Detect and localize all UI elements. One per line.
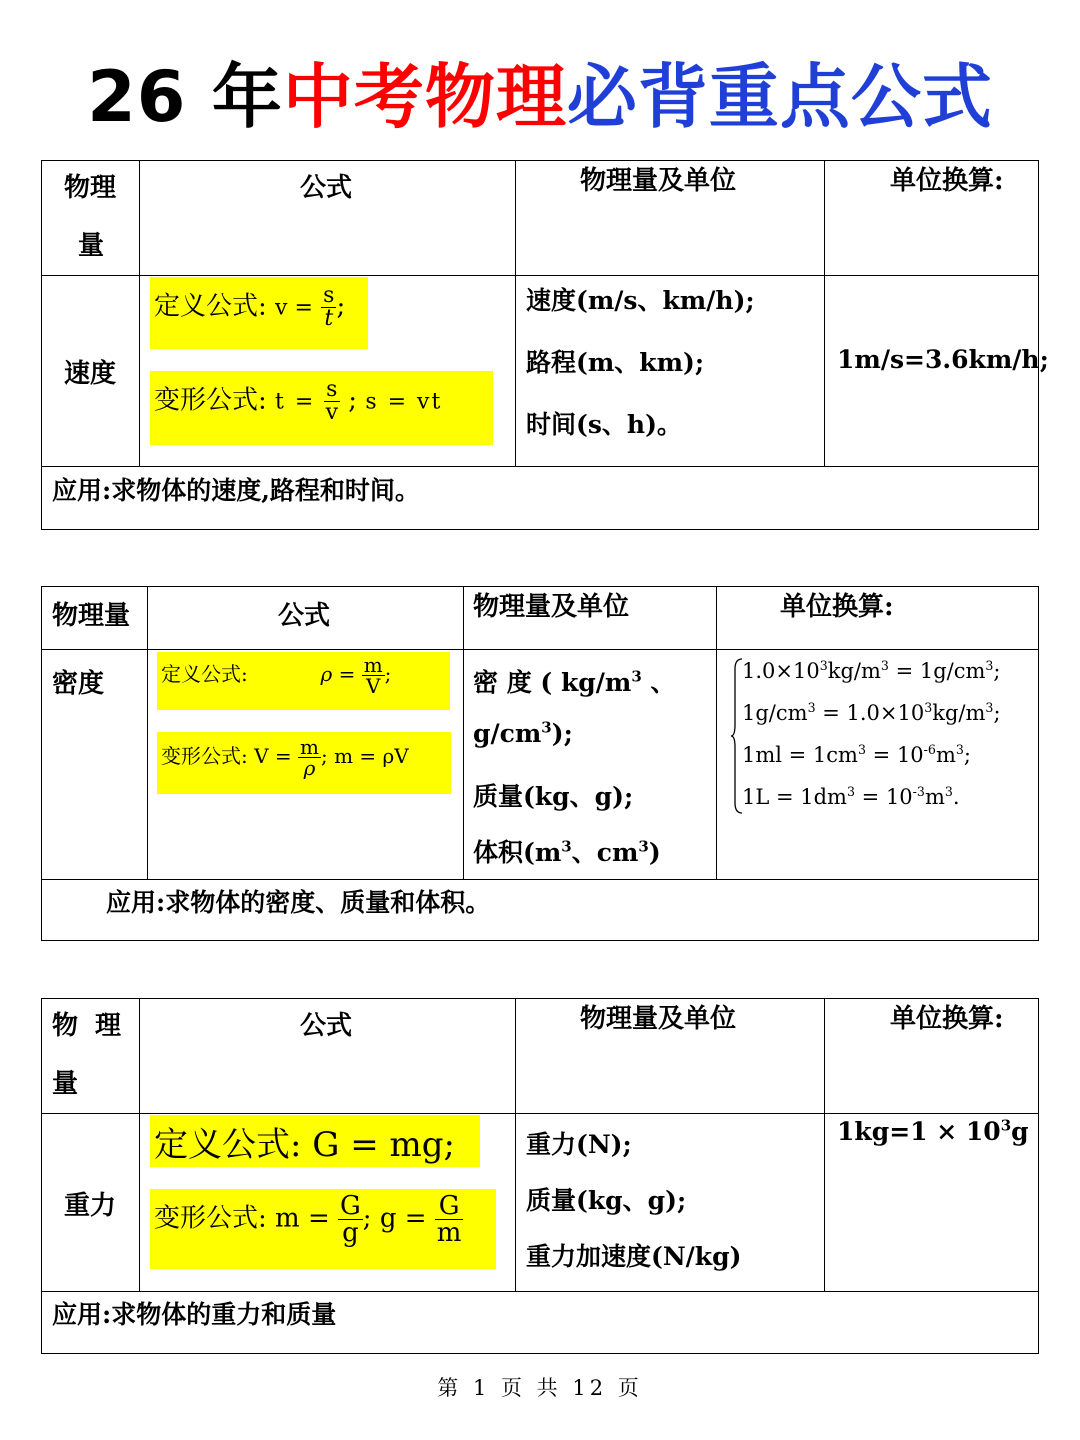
density-variant-formula: 变形公式: V = $\frac{m}{\rho}$ ; m = ρV xyxy=(161,735,409,780)
speed-unit-2: 路程(m、km); xyxy=(526,348,705,377)
speed-variant-formula: 变形公式: t = $\frac{s}{v}$ ; s = vt xyxy=(154,377,443,425)
speed-header-quantity-1: 物理 xyxy=(64,173,117,203)
density-table xyxy=(41,586,1039,941)
gravity-definition-formula: 定义公式: G = mg; xyxy=(154,1125,455,1165)
title-part-blue: 必背重点公式 xyxy=(566,56,993,138)
gravity-header-quantity-2: 量 xyxy=(52,1069,79,1099)
speed-definition-formula: 定义公式: v = $\frac{s}{t}$ ; xyxy=(154,283,346,331)
density-unit-4: 体积($m^3$、$cm^3$) xyxy=(473,837,661,867)
gravity-unit-2: 质量(kg、g); xyxy=(526,1186,687,1215)
gravity-unit-1: 重力(N); xyxy=(526,1130,632,1159)
density-conversion-3: $1ml = 1cm^3 = 10^{-6}m^3$; xyxy=(742,742,971,767)
gravity-header-units: 物理量及单位 xyxy=(580,1004,737,1034)
gravity-var-fraction-2: $\frac{G}{m}$ xyxy=(436,1191,462,1248)
title-part-year: 26 年 xyxy=(87,56,283,138)
gravity-quantity-name: 重力 xyxy=(64,1191,117,1221)
title-part-red: 中考物理 xyxy=(282,56,567,138)
gravity-application: 应用:求物体的重力和质量 xyxy=(52,1300,337,1329)
density-application: 应用:求物体的密度、质量和体积。 xyxy=(106,888,491,917)
density-header-conversion: 单位换算: xyxy=(780,592,894,622)
gravity-unit-3: 重力加速度(N/kg) xyxy=(526,1242,742,1271)
page-footer: 第 1 页 共 12 页 xyxy=(437,1376,643,1400)
density-var-fraction: $\frac{m}{\rho}$ xyxy=(300,735,319,780)
density-unit-3: 质量(kg、g); xyxy=(473,782,634,811)
gravity-var-fraction-1: $\frac{G}{g}$ xyxy=(340,1191,361,1248)
speed-header-formula: 公式 xyxy=(300,173,353,203)
density-def-fraction: $\frac{m}{V}$ xyxy=(363,653,383,698)
speed-application: 应用:求物体的速度,路程和时间。 xyxy=(52,476,420,505)
gravity-table xyxy=(41,998,1039,1354)
speed-unit-3: 时间(s、h)。 xyxy=(526,410,682,439)
density-header-quantity: 物理量 xyxy=(52,601,131,631)
density-header-formula: 公式 xyxy=(278,601,331,631)
speed-header-units: 物理量及单位 xyxy=(580,166,737,196)
speed-header-quantity-2: 量 xyxy=(78,231,105,261)
density-header-units: 物理量及单位 xyxy=(473,592,630,622)
density-unit-2: $g/cm^3$); xyxy=(473,718,573,748)
density-definition-formula: 定义公式: ρ = $\frac{m}{V}$ ; xyxy=(161,653,392,698)
page-title xyxy=(0,52,1080,142)
density-conversion-4: $1L = 1dm^3 = 10^{-3}m^3$. xyxy=(742,784,960,809)
speed-table xyxy=(41,160,1049,530)
gravity-conversion: $1kg=1 \times 10^3g$ xyxy=(837,1116,1029,1146)
speed-quantity-name: 速度 xyxy=(64,359,117,389)
density-quantity-name: 密度 xyxy=(52,669,105,699)
speed-conversion: 1m/s=3.6km/h; xyxy=(837,345,1049,374)
gravity-header-quantity-1: 物 理 xyxy=(52,1011,126,1041)
speed-def-fraction: $\frac{s}{t}$ xyxy=(323,283,335,331)
gravity-header-formula: 公式 xyxy=(300,1011,353,1041)
gravity-header-conversion: 单位换算: xyxy=(890,1004,1004,1034)
speed-header-conversion: 单位换算: xyxy=(890,166,1004,196)
speed-var-fraction: $\frac{s}{v}$ xyxy=(325,377,339,425)
speed-unit-1: 速度(m/s、km/h); xyxy=(526,286,755,315)
gravity-variant-formula: 变形公式: m = $\frac{G}{g}$ ; g = $\frac{G}{m}$ xyxy=(154,1191,462,1248)
density-unit-1: 密 度 ( $kg/m^3$ 、 xyxy=(473,667,676,697)
density-conversion-1: $1.0\times 10^3kg/m^3 = 1g/cm^3$; xyxy=(742,658,1001,683)
density-conversion-2: $1g/cm^3 = 1.0\times 10^3kg/m^3$; xyxy=(742,700,1001,725)
